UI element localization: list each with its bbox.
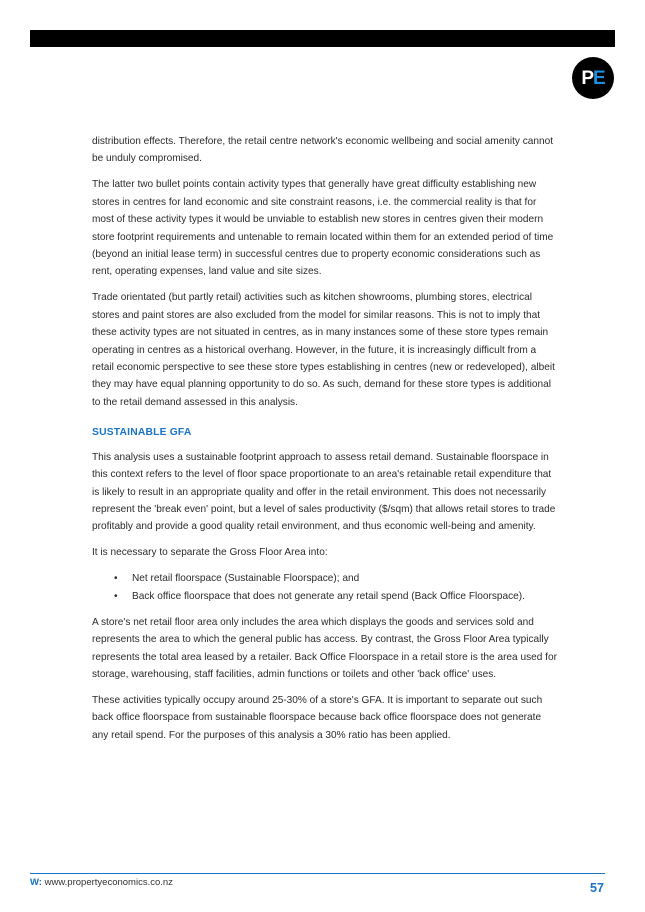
paragraph: These activities typically occupy around 25-30% of a store's GFA. It is important to separate out such back office floorspace from sustainable floorspace because back office floorspace does not generate any retail spend. For the purposes of this analysis a 30% ratio has been applied. xyxy=(92,694,543,741)
property-economics-logo xyxy=(572,57,614,99)
list-item xyxy=(92,570,557,587)
header-bar xyxy=(30,30,615,47)
paragraph: This analysis uses a sustainable footprint approach to assess retail demand. Sustainable floorspace in this context refers to the level of floor space proportionate to an area's retainable retail expenditure that is likely to result in an appropriate quality and offer in the retail environment. This does not necessarily represent the 'break even' point, but a level of sales productivity ($/sqm) that allows retail stores to trade profitably and provide a good quality retail environment, and thus economic well-being and amenity. xyxy=(92,451,556,533)
logo-monogram: PE xyxy=(581,67,605,89)
page-number: 57 xyxy=(590,881,604,895)
paragraph: The latter two bullet points contain activity types that generally have great difficulty establishing new stores in centres for land economic and site constraint reasons, i.e. the commercial reality is that for most of these activity types it would be unviable to establish new stores in centres given their modern store footprint requirements and untenable to remain located within them for an extended period of time (beyond an initial lease term) in successful centres due to property economic considerations such as rent, operating expenses, land value and site sizes. xyxy=(92,179,554,278)
list-item-text: Net retail floorspace (Sustainable Floorspace); and xyxy=(132,573,360,585)
bullet-list xyxy=(92,570,557,605)
page-content xyxy=(92,133,557,753)
list-item xyxy=(92,588,557,605)
section-heading-sustainable-gfa: SUSTAINABLE GFA xyxy=(92,427,192,439)
list-item-text: Back office floorspace that does not generate any retail spend (Back Office Floorspace). xyxy=(132,590,525,602)
footer-divider xyxy=(30,873,605,874)
footer-web-url[interactable]: www.propertyeconomics.co.nz xyxy=(44,877,173,888)
bullet-icon: • xyxy=(114,573,118,585)
paragraph: A store's net retail floor area only includes the area which displays the goods and services sold and represents the area to which the general public has access. By contrast, the Gross Floor Area typically represents the total area leased by a retailer. Back Office Floorspace in a retail store is the area used for storage, warehousing, staff facilities, admin functions or toilets and other 'back office' uses. xyxy=(92,616,557,680)
footer-web-label: W: xyxy=(30,877,42,888)
paragraph: It is necessary to separate the Gross Floor Area into: xyxy=(92,547,328,559)
paragraph: Trade orientated (but partly retail) activities such as kitchen showrooms, plumbing stores, electrical stores and paint stores are also excluded from the model for similar reasons. This is not to imply that these activity types are not situated in centres, as in many instances some of these store types remain operating in centres as a historical overhang. However, in the future, it is increasingly difficult from a retail economic perspective to see these store types establishing in centres (new or redeveloped), albeit they may have equal planning opportunity to do so. As such, demand for these store types is additional to the retail demand assessed in this analysis. xyxy=(92,292,555,408)
paragraph: distribution effects. Therefore, the retail centre network's economic wellbeing and social amenity cannot be unduly compromised. xyxy=(92,136,554,165)
bullet-icon: • xyxy=(114,590,118,602)
footer-website xyxy=(30,877,173,888)
